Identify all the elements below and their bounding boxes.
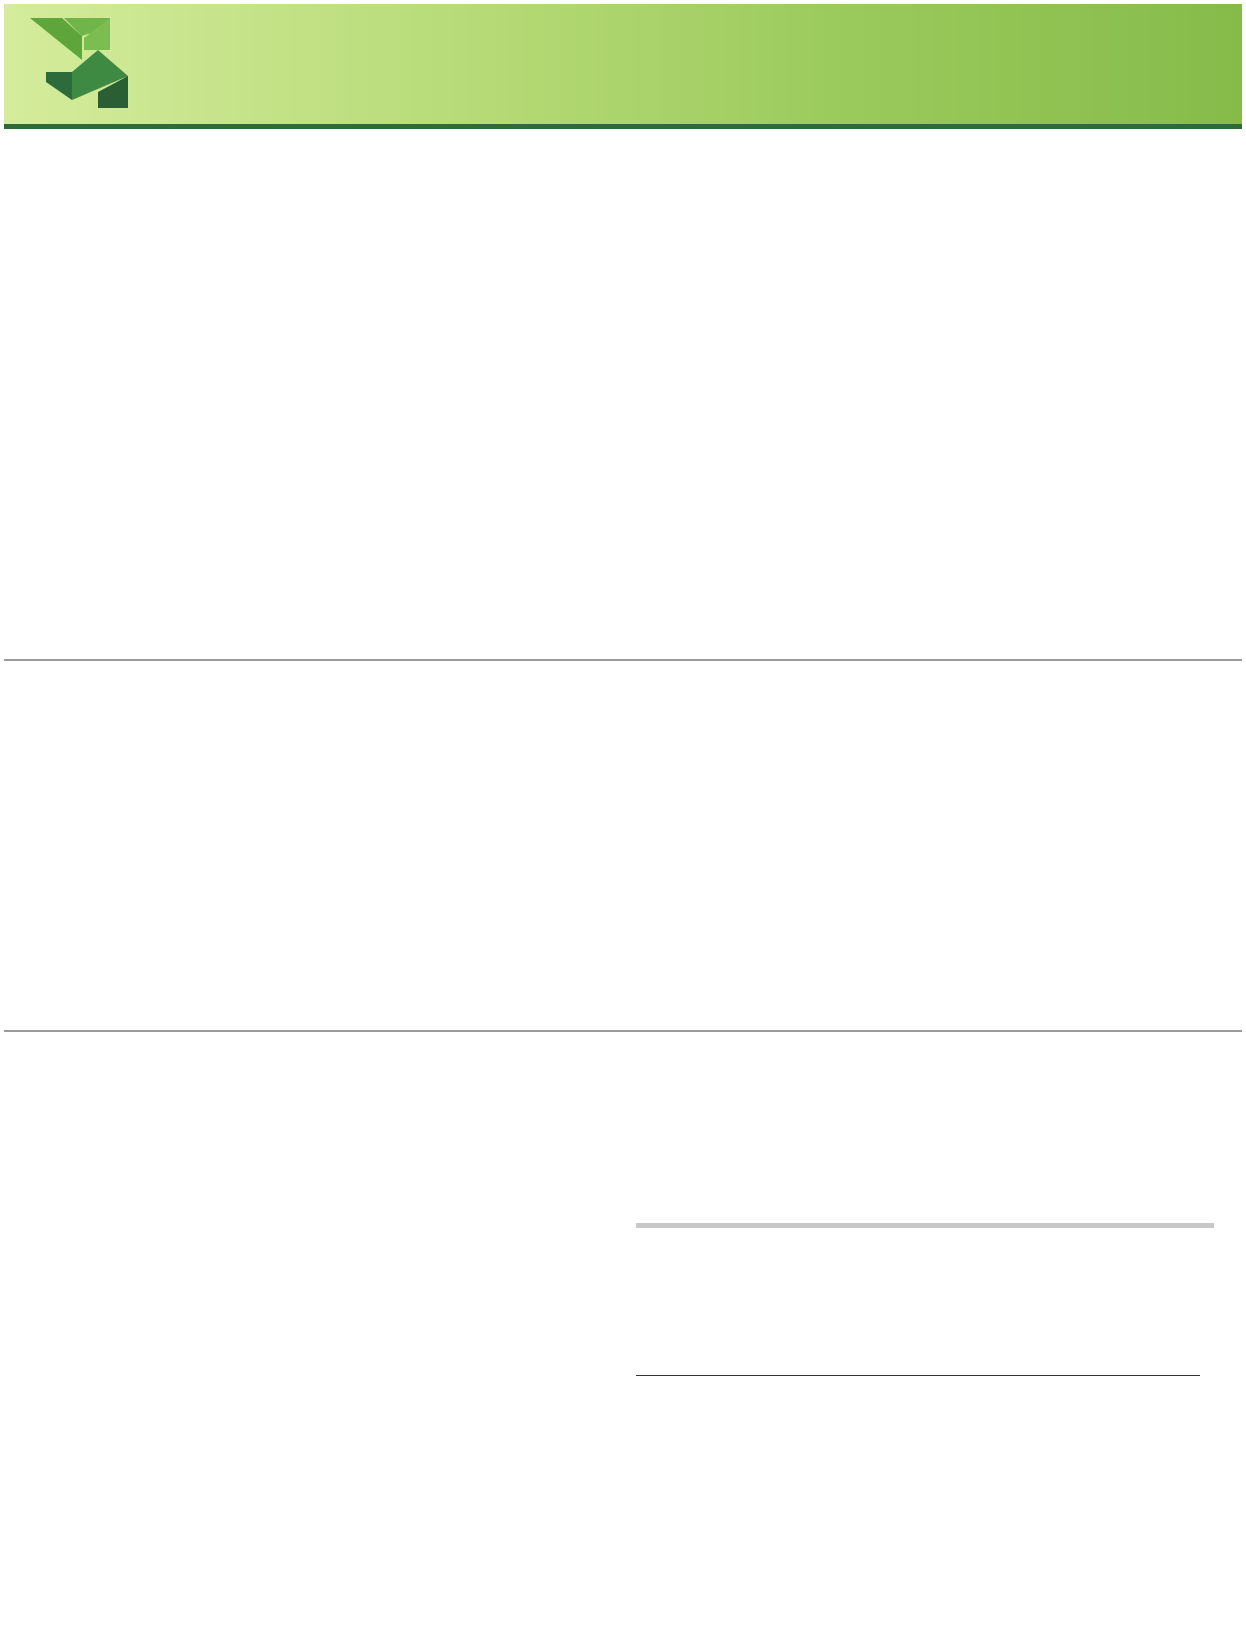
nis-logo-icon [24, 10, 150, 114]
stats-divider [636, 1223, 1214, 1228]
sector-distribution-chart [0, 660, 600, 980]
team-header-rule [636, 1375, 1200, 1376]
quality-distribution-chart [620, 660, 1246, 950]
duration-distribution-chart [0, 1060, 600, 1410]
header-banner [4, 4, 1242, 124]
charts-divider-bottom [4, 1030, 1242, 1032]
header-divider [4, 124, 1242, 129]
